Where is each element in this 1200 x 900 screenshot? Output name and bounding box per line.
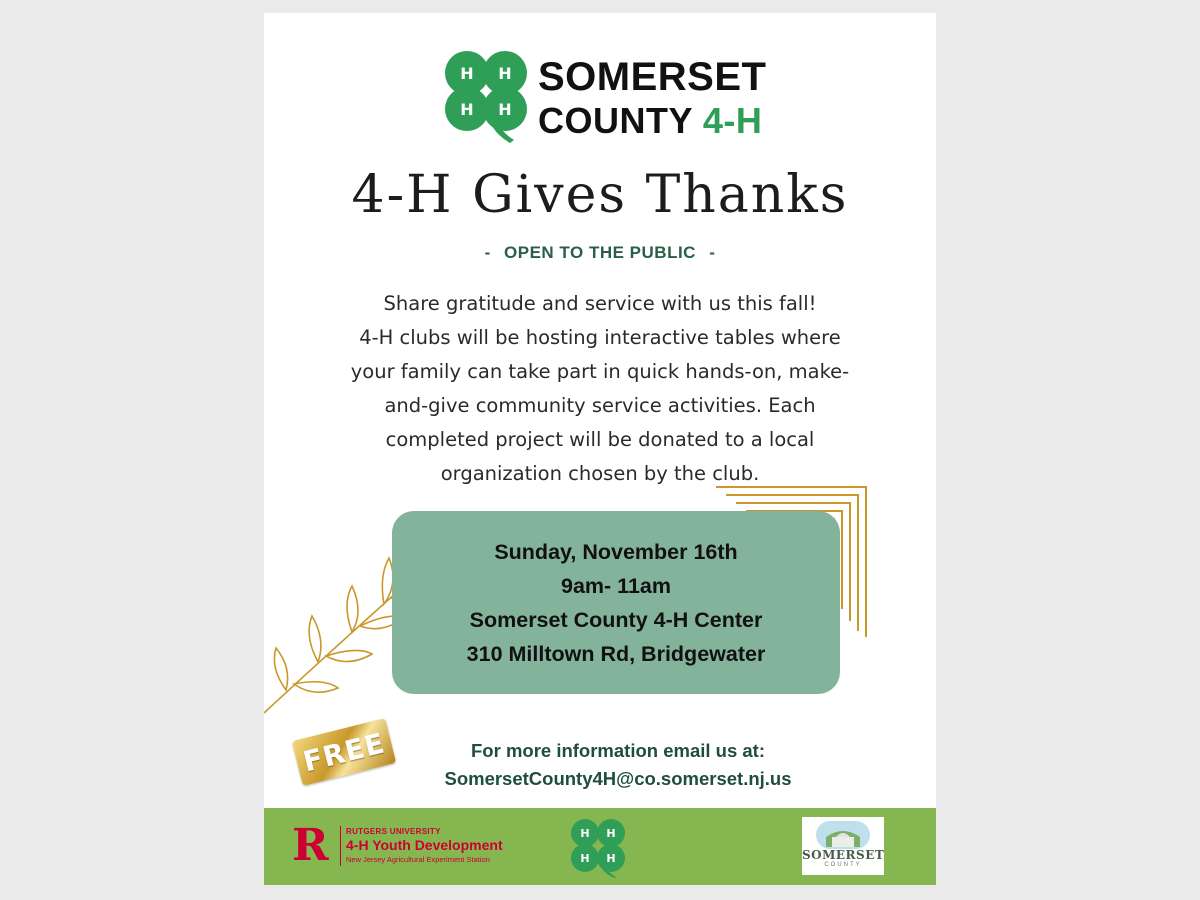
svg-text:H: H (606, 852, 616, 865)
description-line: and-give community service activities. Each (384, 394, 816, 417)
rutgers-r-icon: R (292, 820, 329, 871)
contact-info (394, 737, 842, 793)
event-time: 9am- 11am (561, 573, 671, 598)
svg-text:H: H (460, 100, 474, 119)
brand-line-1: SOMERSET (538, 55, 767, 99)
open-to-public-tagline (264, 243, 936, 263)
brand-county: COUNTY (538, 100, 693, 141)
event-date: Sunday, November 16th (494, 539, 738, 564)
njaes-text: New Jersey Agricultural Experiment Station (346, 855, 490, 864)
event-address: 310 Milltown Rd, Bridgewater (466, 641, 766, 666)
brand-wordmark (538, 57, 766, 139)
contact-label: For more information email us at: (471, 740, 765, 761)
free-badge (292, 718, 396, 786)
svg-text:H: H (460, 64, 474, 83)
clover-logo-icon (440, 46, 532, 144)
contact-email-link[interactable]: SomersetCounty4H@co.somerset.nj.us (444, 768, 792, 789)
description-line: 4-H clubs will be hosting interactive tables where (359, 326, 841, 349)
tagline-dash-right: - (709, 243, 716, 262)
brand-line-2 (538, 100, 766, 141)
brand-4h: 4-H (702, 100, 763, 141)
svg-text:H: H (498, 64, 512, 83)
svg-text:H: H (498, 100, 512, 119)
county-logo-sub: COUNTY (824, 862, 862, 868)
free-badge-label: FREE (299, 725, 389, 779)
description-line: organization chosen by the club. (440, 462, 760, 485)
description-line: your family can take part in quick hands-on, make- (350, 360, 850, 383)
description-line: completed project will be donated to a local (385, 428, 815, 451)
event-venue: Somerset County 4-H Center (469, 607, 763, 632)
page-title: 4-H Gives Thanks (351, 165, 849, 225)
youth-development-text: 4-H Youth Development (346, 837, 503, 853)
svg-text:H: H (580, 827, 590, 840)
rutgers-divider (340, 826, 341, 866)
flyer (264, 13, 936, 885)
county-building-icon (802, 817, 884, 851)
event-details-box (392, 511, 840, 694)
rutgers-university-text: RUTGERS UNIVERSITY (346, 827, 441, 836)
somerset-county-logo (802, 817, 884, 875)
tagline-dash-left: - (484, 243, 491, 262)
footer-bar (264, 808, 936, 885)
svg-text:H: H (580, 852, 590, 865)
tagline-text: OPEN TO THE PUBLIC (504, 243, 696, 262)
clover-footer-icon (568, 816, 628, 878)
rutgers-logo (292, 820, 512, 871)
county-logo-name: SOMERSET (802, 848, 885, 862)
svg-text:H: H (606, 827, 616, 840)
event-description (304, 287, 896, 491)
description-line: Share gratitude and service with us this fall! (383, 292, 817, 315)
